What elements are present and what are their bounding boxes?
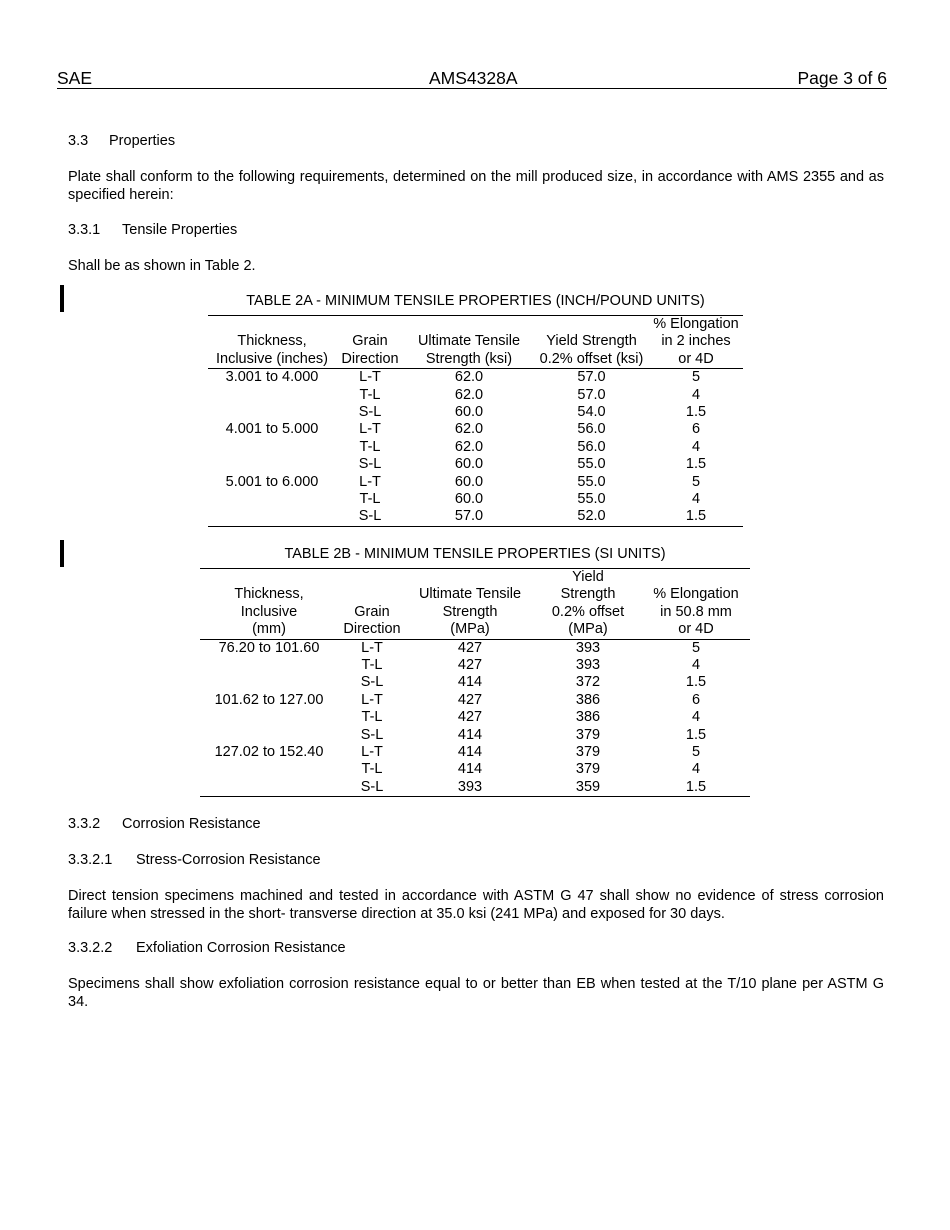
table-cell: 427 bbox=[457, 657, 483, 674]
table-cell: S-L bbox=[338, 779, 406, 797]
table-cell bbox=[200, 761, 338, 778]
table-cell: 427 bbox=[457, 639, 483, 656]
header-line: Direction bbox=[343, 621, 401, 638]
section-number: 3.3.2.2 bbox=[68, 940, 113, 956]
table-cell bbox=[200, 779, 338, 797]
section-3-3-2-heading bbox=[68, 816, 261, 833]
table-row bbox=[200, 639, 750, 657]
table-cell: 76.20 to 101.60 bbox=[218, 639, 320, 656]
table-cell: T-L bbox=[359, 438, 381, 455]
table-cell: 4 bbox=[691, 709, 701, 726]
table-cell: 393 bbox=[406, 779, 534, 797]
table-cell: 62.0 bbox=[454, 369, 484, 386]
table-cell: 414 bbox=[457, 744, 483, 761]
table-cell bbox=[200, 674, 338, 691]
header-page-number: Page 3 of 6 bbox=[797, 68, 887, 88]
table-cell: 6 bbox=[691, 691, 701, 708]
table-cell: T-L bbox=[359, 491, 381, 508]
table-row bbox=[208, 421, 743, 438]
header-line: Yield Strength bbox=[546, 333, 637, 350]
table-cell: 57.0 bbox=[577, 386, 606, 403]
section-3-3-heading bbox=[68, 133, 175, 150]
table-cell bbox=[208, 439, 336, 456]
table-2a-title: TABLE 2A - MINIMUM TENSILE PROPERTIES (INCH/POUND UNITS) bbox=[246, 293, 705, 309]
table-cell: 127.02 to 152.40 bbox=[214, 744, 324, 761]
col-header-grain-direction bbox=[336, 316, 404, 369]
table-cell: 6 bbox=[691, 421, 701, 438]
header-line: Yield bbox=[572, 569, 604, 585]
header-line: % Elongation bbox=[653, 586, 739, 603]
col-header-elongation bbox=[642, 569, 750, 639]
table-cell: L-T bbox=[361, 691, 383, 708]
header-line: Ultimate Tensile bbox=[418, 586, 522, 603]
table-cell: S-L bbox=[336, 508, 404, 526]
col-header-thickness bbox=[200, 569, 338, 639]
table-cell bbox=[200, 657, 338, 674]
header-line: Strength (ksi) bbox=[425, 350, 513, 367]
table-cell: 3.001 to 4.000 bbox=[225, 369, 319, 386]
table-cell: L-T bbox=[359, 421, 381, 438]
header-line: in 50.8 mm bbox=[660, 603, 732, 620]
header-line: (MPa) bbox=[568, 621, 608, 638]
table-cell: 5 bbox=[691, 744, 701, 761]
table-cell: 359 bbox=[534, 779, 642, 797]
table-cell: 62.0 bbox=[454, 421, 484, 438]
table-row bbox=[200, 727, 750, 744]
table-header-row bbox=[208, 316, 743, 369]
header-line: or 4D bbox=[678, 350, 714, 367]
header-line: (mm) bbox=[252, 621, 286, 638]
section-title: Properties bbox=[109, 133, 176, 149]
table-cell: 5.001 to 6.000 bbox=[225, 473, 319, 490]
col-header-grain-direction bbox=[338, 569, 406, 639]
table-cell: L-T bbox=[361, 744, 383, 761]
table-cell bbox=[208, 491, 336, 508]
paragraph-3-3: Plate shall conform to the following requirements, determined on the mill produced size, in accordance with AMS 2355 and as specified herein: bbox=[68, 169, 884, 203]
table-cell: 393 bbox=[575, 639, 601, 656]
header-line: Inclusive bbox=[240, 603, 298, 620]
table-cell: 4 bbox=[691, 657, 701, 674]
table-row bbox=[200, 779, 750, 797]
table-cell: 60.0 bbox=[454, 404, 484, 421]
table-cell: 1.5 bbox=[685, 404, 707, 421]
header-line: 0.2% offset bbox=[551, 603, 625, 620]
table-cell: T-L bbox=[361, 657, 383, 674]
table-row bbox=[200, 657, 750, 674]
table-row bbox=[200, 674, 750, 691]
header-doc-number: AMS4328A bbox=[429, 68, 518, 88]
table-cell: 56.0 bbox=[577, 421, 606, 438]
table-2a bbox=[208, 315, 743, 527]
table-cell: S-L bbox=[360, 726, 384, 743]
header-org: SAE bbox=[57, 68, 93, 88]
table-cell: 386 bbox=[575, 709, 601, 726]
header-line: 0.2% offset (ksi) bbox=[539, 350, 644, 367]
table-cell: 56.0 bbox=[577, 438, 606, 455]
table-cell: 379 bbox=[575, 761, 601, 778]
table-cell: 5 bbox=[691, 639, 701, 656]
paragraph-3-3-1: Shall be as shown in Table 2. bbox=[68, 258, 256, 274]
table-cell bbox=[200, 727, 338, 744]
revision-bar bbox=[60, 540, 64, 567]
table-cell: 62.0 bbox=[454, 386, 484, 403]
table-cell: 414 bbox=[457, 761, 483, 778]
table-cell: L-T bbox=[361, 639, 383, 656]
table-cell: 52.0 bbox=[534, 508, 649, 526]
table-cell: 393 bbox=[575, 657, 601, 674]
header-line: in 2 inches bbox=[661, 333, 731, 350]
table-cell: 57.0 bbox=[404, 508, 534, 526]
table-cell: 4 bbox=[691, 761, 701, 778]
section-title: Exfoliation Corrosion Resistance bbox=[136, 940, 346, 956]
table-cell: 60.0 bbox=[454, 473, 484, 490]
table-cell: 4.001 to 5.000 bbox=[225, 421, 319, 438]
table-row bbox=[208, 439, 743, 456]
table-cell: T-L bbox=[359, 386, 381, 403]
header-line: Thickness, bbox=[234, 586, 304, 603]
table-cell bbox=[208, 508, 336, 526]
section-number: 3.3 bbox=[68, 133, 89, 149]
table-cell: 101.62 to 127.00 bbox=[214, 691, 324, 708]
table-cell: 1.5 bbox=[685, 674, 707, 691]
table-row bbox=[208, 474, 743, 491]
table-row bbox=[200, 761, 750, 778]
table-cell: 5 bbox=[691, 369, 701, 386]
table-cell: L-T bbox=[359, 473, 381, 490]
table-row bbox=[208, 456, 743, 473]
table-header-row bbox=[200, 569, 750, 639]
section-number: 3.3.2.1 bbox=[68, 852, 113, 868]
table-row bbox=[208, 369, 743, 387]
header-line: Direction bbox=[341, 350, 399, 367]
section-3-3-2-2-heading bbox=[68, 940, 346, 957]
section-number: 3.3.1 bbox=[68, 222, 101, 238]
table-row bbox=[200, 709, 750, 726]
table-row bbox=[208, 404, 743, 421]
table-cell: 54.0 bbox=[577, 404, 606, 421]
table-cell bbox=[200, 709, 338, 726]
table-cell: S-L bbox=[358, 456, 382, 473]
table-cell: 4 bbox=[691, 438, 701, 455]
revision-bar bbox=[60, 285, 64, 312]
table-cell: 1.5 bbox=[642, 779, 750, 797]
col-header-elongation bbox=[649, 316, 743, 369]
table-cell: 57.0 bbox=[577, 369, 606, 386]
table-cell: 427 bbox=[457, 709, 483, 726]
table-cell: 60.0 bbox=[454, 491, 484, 508]
col-header-ultimate-tensile bbox=[404, 316, 534, 369]
table-row bbox=[208, 508, 743, 526]
col-header-yield-strength bbox=[534, 569, 642, 639]
table-cell: 414 bbox=[457, 726, 483, 743]
table-cell bbox=[208, 456, 336, 473]
section-title: Corrosion Resistance bbox=[122, 816, 261, 832]
header-line: % Elongation bbox=[653, 316, 739, 332]
header-line: Strength bbox=[560, 586, 616, 603]
table-cell: 62.0 bbox=[454, 438, 484, 455]
table-cell: T-L bbox=[361, 709, 383, 726]
table-cell: 55.0 bbox=[577, 456, 606, 473]
table-cell: 1.5 bbox=[649, 508, 743, 526]
table-cell: 1.5 bbox=[685, 456, 707, 473]
header-line: Grain bbox=[352, 333, 388, 350]
table-cell: S-L bbox=[360, 674, 384, 691]
table-cell: 379 bbox=[575, 726, 601, 743]
table-row bbox=[200, 744, 750, 761]
header-line: or 4D bbox=[678, 621, 714, 638]
table-cell: 414 bbox=[457, 674, 483, 691]
table-cell: 55.0 bbox=[577, 491, 606, 508]
table-2b-title: TABLE 2B - MINIMUM TENSILE PROPERTIES (SI UNITS) bbox=[284, 546, 666, 562]
table-cell: 372 bbox=[575, 674, 601, 691]
header-line: Strength bbox=[442, 603, 498, 620]
table-cell: 1.5 bbox=[685, 726, 707, 743]
page-header bbox=[57, 68, 887, 89]
table-cell bbox=[208, 387, 336, 404]
section-title: Tensile Properties bbox=[122, 222, 238, 238]
table-row bbox=[208, 387, 743, 404]
table-cell: 379 bbox=[575, 744, 601, 761]
table-cell: S-L bbox=[358, 404, 382, 421]
header-line: Grain bbox=[354, 603, 390, 620]
section-title: Stress-Corrosion Resistance bbox=[136, 852, 321, 868]
table-cell bbox=[208, 404, 336, 421]
table-cell: 4 bbox=[691, 386, 701, 403]
paragraph-3-3-2-1: Direct tension specimens machined and tested in accordance with ASTM G 47 shall show no evidence of stress corrosion failure when stressed in the short- transverse direction at 35.0 ksi (241 MPa) and exposed for 30 days. bbox=[68, 888, 884, 922]
paragraph-3-3-2-2: Specimens shall show exfoliation corrosion resistance equal to or better than EB when tested at the T/10 plane per ASTM G 34. bbox=[68, 976, 884, 1010]
table-cell: T-L bbox=[361, 761, 383, 778]
table-cell: 427 bbox=[457, 691, 483, 708]
col-header-yield-strength bbox=[534, 316, 649, 369]
table-2b bbox=[200, 568, 750, 797]
header-line: (MPa) bbox=[450, 621, 490, 638]
table-cell: 55.0 bbox=[577, 473, 606, 490]
header-line: Inclusive (inches) bbox=[215, 350, 328, 367]
table-row bbox=[208, 491, 743, 508]
section-3-3-1-heading bbox=[68, 222, 237, 239]
header-line: Thickness, bbox=[237, 333, 307, 350]
section-3-3-2-1-heading bbox=[68, 852, 321, 869]
col-header-ultimate-tensile bbox=[406, 569, 534, 639]
section-number: 3.3.2 bbox=[68, 816, 101, 832]
header-line: Ultimate Tensile bbox=[417, 333, 521, 350]
table-cell: 60.0 bbox=[454, 456, 484, 473]
table-cell: 4 bbox=[691, 491, 701, 508]
table-row bbox=[200, 692, 750, 709]
table-cell: 386 bbox=[575, 691, 601, 708]
table-cell: L-T bbox=[359, 369, 381, 386]
col-header-thickness bbox=[208, 316, 336, 369]
table-cell: 5 bbox=[691, 473, 701, 490]
